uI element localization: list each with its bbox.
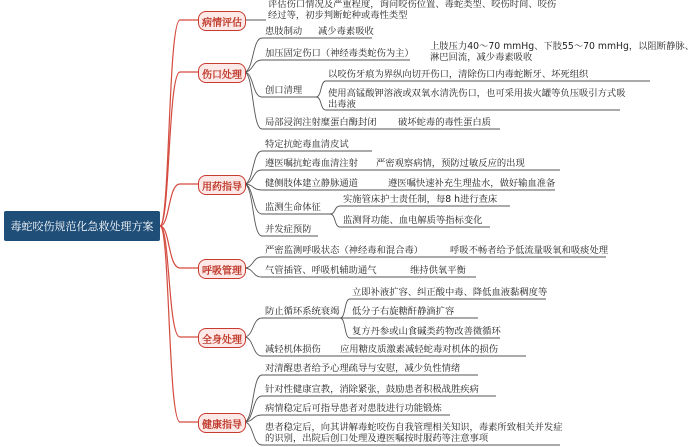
category-assess: 病情评估 <box>198 11 246 31</box>
edu-exercise: 病情稳定后可指导患者对患肢进行功能锻炼 <box>265 403 442 414</box>
sys-circulation: 防止循环系统衰竭 <box>265 306 340 317</box>
sys-circulation-salvia: 复方丹参或山食碱类药物改善微循环 <box>352 326 501 337</box>
local-immobilize-note: 减少毒素吸收 <box>318 26 374 37</box>
category-local: 伤口处理 <box>198 63 246 83</box>
local-injection-note: 破坏蛇毒的毒性蛋白质 <box>398 117 491 128</box>
sys-reduce-injury: 减轻机体损伤 <box>265 344 321 355</box>
local-injection: 局部浸润注射糜蛋白酶封闭 <box>265 117 377 128</box>
drug-serum-note: 严密观察病情，预防过敏反应的出现 <box>376 158 525 169</box>
category-systemic: 全身处理 <box>198 328 246 348</box>
resp-ventilation-note: 维持供氧平衡 <box>410 265 466 276</box>
sys-reduce-injury-note: 应用糖皮质激素减轻蛇毒对机体的损伤 <box>340 344 499 355</box>
root-topic: 毒蛇咬伤规范化急救处理方案 <box>4 211 160 241</box>
resp-monitor: 严密监测呼吸状态（神经毒和混合毒） <box>265 245 424 256</box>
edu-psych: 对清醒患者给予心理疏导与安慰，减少负性情绪 <box>265 363 461 374</box>
sys-circulation-dextran: 低分子右旋糖酐静滴扩容 <box>352 306 455 317</box>
drug-skin-test: 特定抗蛇毒血清皮试 <box>265 139 349 150</box>
drug-serum: 遵医嘱抗蛇毒血清注射 <box>265 158 358 169</box>
drug-vitals-labs: 监测肾功能、血电解质等指标变化 <box>343 215 483 226</box>
drug-iv-access: 健侧肢体建立静脉通道 <box>265 178 358 189</box>
category-resp: 呼吸管理 <box>198 259 246 279</box>
sys-circulation-fluids: 立即补液扩容、纠正酸中毒、降低血液黏稠度等 <box>352 287 548 298</box>
drug-complications: 并发症预防 <box>265 224 312 235</box>
resp-monitor-note: 呼吸不畅者给予低流量吸氧和吸痰处理 <box>450 245 609 256</box>
local-pressure: 加压固定伤口（神经毒类蛇伤为主） <box>265 48 414 59</box>
local-cleaning-incision: 以咬伤牙痕为界纵向切开伤口，清除伤口内毒蛇断牙、坏死组织 <box>328 69 589 80</box>
assess-text: 评估伤口情况及严重程度，询问咬伤位置、毒蛇类型、咬伤时间、咬伤经过等，初步判断蛇种或毒性类型 <box>268 0 557 21</box>
drug-vitals: 监测生命体征 <box>265 202 321 213</box>
local-cleaning: 创口清理 <box>265 85 303 96</box>
drug-iv-note: 遵医嘱快速补充生理盐水，做好输血准备 <box>388 178 556 189</box>
local-cleaning-wash: 使用高锰酸钾溶液或双氧水清洗伤口，也可采用拔火罐等负压吸引方式吸出毒液 <box>328 88 626 110</box>
drug-vitals-rounds: 实施管床护士责任制，每8 h进行查床 <box>343 194 498 205</box>
local-immobilize: 患肢制动 <box>265 26 303 37</box>
edu-education: 针对性健康宣教，消除紧张，鼓励患者积极战胜疾病 <box>265 384 479 395</box>
category-drug: 用药指导 <box>198 175 246 195</box>
edu-discharge: 患者稳定后，向其讲解毒蛇咬伤自我管理相关知识，毒素所致相关并发症的识别，出院后创口处理及遵医嘱按时服药等注意事项 <box>265 422 563 444</box>
resp-ventilation: 气管插管、呼吸机辅助通气 <box>265 265 377 276</box>
category-edu: 健康指导 <box>198 413 246 433</box>
local-pressure-note: 上肢压力40～70 mmHg、下肢55～70 mmHg，以阻断静脉、淋巴回流，减少毒素吸收 <box>430 41 694 63</box>
